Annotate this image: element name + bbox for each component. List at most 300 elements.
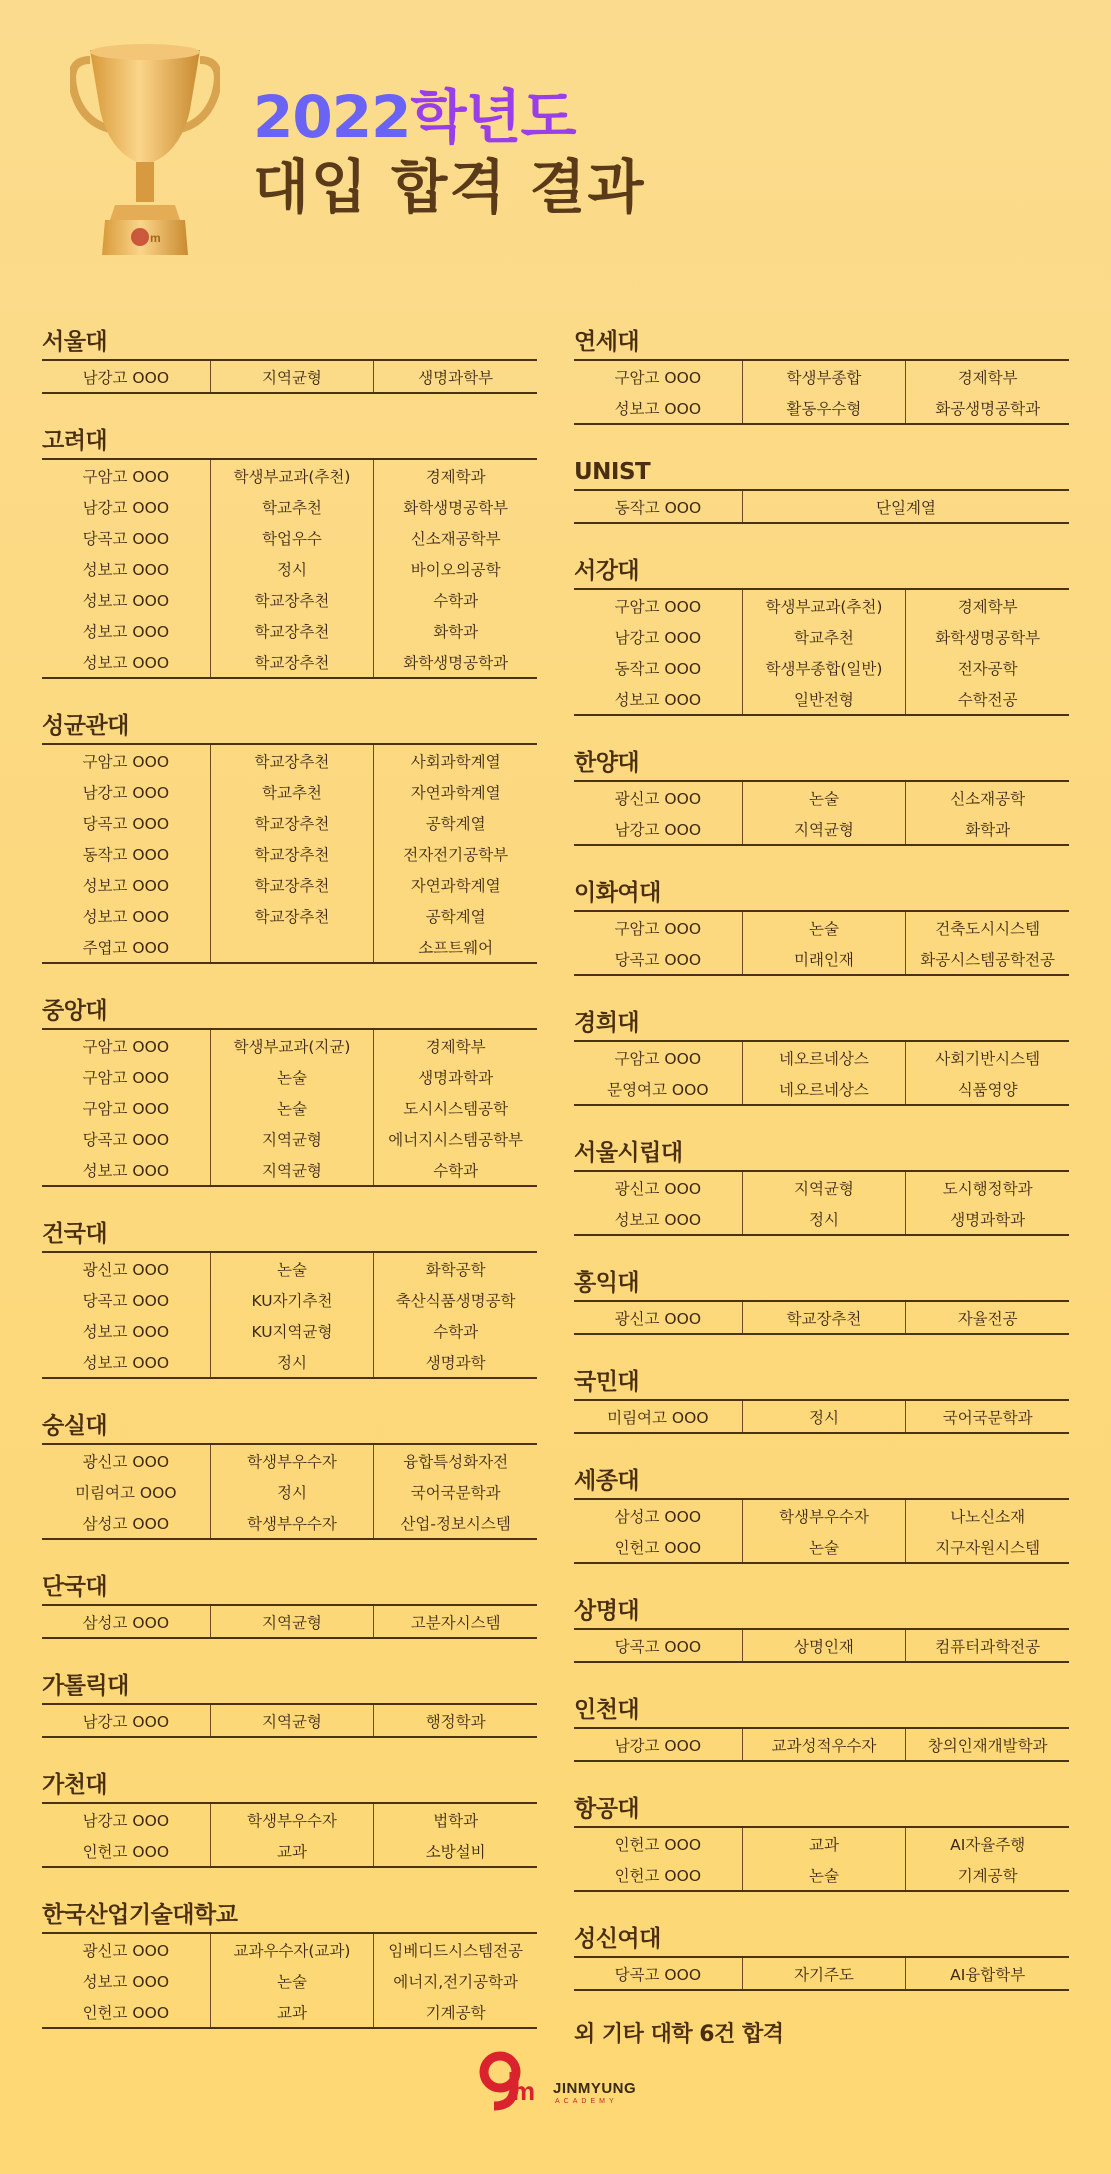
admission-table (42, 458, 537, 679)
university-name: 가톨릭대 (42, 1673, 129, 1699)
brand-name: JINMYUNG (553, 2080, 637, 2097)
student-cell: 성보고 OOO (82, 653, 170, 672)
university-block (42, 1768, 537, 1868)
table-row (42, 1996, 537, 2028)
student-cell: 인헌고 OOO (614, 1866, 702, 1885)
admission-type-cell: 지역균형 (210, 1154, 374, 1186)
table-row (574, 1531, 1069, 1563)
admission-type-cell (210, 931, 374, 963)
university-block (574, 1136, 1069, 1236)
student-cell: 인헌고 OOO (82, 2003, 170, 2022)
major-cell: 고분자시스템 (374, 1605, 537, 1638)
table-row (574, 1041, 1069, 1073)
left-column (42, 325, 537, 2059)
student-cell: 삼성고 OOO (82, 1514, 170, 1533)
major-cell: 사회과학계열 (374, 744, 537, 776)
major-cell: 도시시스템공학 (374, 1092, 537, 1123)
table-row (574, 1400, 1069, 1433)
admission-type-cell: 논술 (742, 781, 906, 813)
student-cell: 남강고 OOO (614, 1736, 702, 1755)
university-block (574, 554, 1069, 716)
admission-type-cell: 논술 (742, 911, 906, 943)
major-cell: 도시행정학과 (906, 1171, 1069, 1203)
major-cell: 생명과학부 (374, 360, 537, 393)
table-row (42, 459, 537, 491)
student-cell: 성보고 OOO (82, 876, 170, 895)
admission-type-cell: 학생부종합(일반) (742, 652, 906, 683)
admission-type-cell: 학업우수 (210, 522, 374, 553)
admission-type-cell: 학교장추천 (210, 900, 374, 931)
admission-table (42, 1703, 537, 1738)
major-cell: 자연과학계열 (374, 776, 537, 807)
admission-table (574, 1727, 1069, 1762)
student-cell: 남강고 OOO (82, 1712, 170, 1731)
table-row (574, 911, 1069, 943)
table-row (42, 1252, 537, 1284)
page-title (253, 82, 576, 152)
student-cell: 구암고 OOO (614, 1049, 702, 1068)
admission-table (574, 1399, 1069, 1434)
university-block (574, 1792, 1069, 1892)
table-row (42, 1704, 537, 1737)
major-cell: 화학과 (906, 813, 1069, 845)
university-name: 고려대 (42, 428, 108, 454)
table-row (42, 1029, 537, 1061)
admission-type-cell: 학교장추천 (210, 646, 374, 678)
student-cell: 광신고 OOO (82, 1941, 170, 1960)
student-cell: 성보고 OOO (614, 1210, 702, 1229)
table-row (42, 646, 537, 678)
student-cell: 당곡고 OOO (82, 814, 170, 833)
major-cell: 융합특성화자전 (374, 1444, 537, 1476)
admission-table (574, 359, 1069, 425)
university-name: 성신여대 (574, 1926, 661, 1952)
admission-table (574, 1300, 1069, 1335)
student-cell: 구암고 OOO (614, 919, 702, 938)
student-cell: 구암고 OOO (82, 1099, 170, 1118)
footer-logo (478, 2050, 638, 2120)
university-name: 단국대 (42, 1574, 108, 1600)
table-row (574, 621, 1069, 652)
student-cell: 광신고 OOO (82, 1260, 170, 1279)
major-cell: 기계공학 (374, 1996, 537, 2028)
table-row (574, 652, 1069, 683)
admission-type-cell: 지역균형 (210, 1704, 374, 1737)
university-block (574, 1006, 1069, 1106)
table-row (574, 589, 1069, 621)
admission-type-cell: 학교장추천 (210, 615, 374, 646)
admission-table (42, 1802, 537, 1868)
student-cell: 광신고 OOO (614, 1179, 702, 1198)
admission-type-cell: KU자기추천 (210, 1284, 374, 1315)
major-cell: 자율전공 (906, 1301, 1069, 1334)
table-row (574, 1629, 1069, 1662)
major-cell: 건축도시시스템 (906, 911, 1069, 943)
table-row (42, 615, 537, 646)
admission-type-cell: 학생부교과(추천) (742, 589, 906, 621)
student-cell: 당곡고 OOO (614, 1965, 702, 1984)
student-cell: 구암고 OOO (82, 752, 170, 771)
student-cell: 성보고 OOO (614, 399, 702, 418)
university-block (42, 994, 537, 1187)
other-results-note: 외 기타 대학 6건 합격 (574, 2022, 784, 2047)
major-cell: 사회기반시스템 (906, 1041, 1069, 1073)
major-cell: 수학과 (374, 1315, 537, 1346)
major-cell: 화학공학 (374, 1252, 537, 1284)
trophy-icon (70, 40, 220, 280)
student-cell: 광신고 OOO (82, 1452, 170, 1471)
admission-type-cell: 정시 (210, 553, 374, 584)
university-name: 중앙대 (42, 998, 108, 1024)
table-row (574, 683, 1069, 715)
admission-type-cell: 논술 (210, 1061, 374, 1092)
university-name: 세종대 (574, 1468, 640, 1494)
admission-type-cell: 단일계열 (742, 490, 1069, 523)
university-block (574, 1594, 1069, 1663)
student-cell: 남강고 OOO (614, 820, 702, 839)
university-name: 건국대 (42, 1221, 108, 1247)
student-cell: 미림여고 OOO (607, 1408, 709, 1427)
admission-type-cell: 학생부우수자 (742, 1499, 906, 1531)
admission-type-cell: 학교장추천 (210, 807, 374, 838)
major-cell: 에너지,전기공학과 (374, 1965, 537, 1996)
university-block (574, 1365, 1069, 1434)
table-row (42, 1803, 537, 1835)
admission-type-cell: 학교장추천 (210, 744, 374, 776)
admission-table (574, 1826, 1069, 1892)
admission-table (574, 780, 1069, 846)
admission-type-cell: 논술 (210, 1092, 374, 1123)
major-cell: 나노신소재 (906, 1499, 1069, 1531)
university-name: UNIST (574, 459, 651, 485)
admission-type-cell: 정시 (210, 1476, 374, 1507)
table-row (574, 943, 1069, 975)
major-cell: 수학과 (374, 1154, 537, 1186)
table-row (42, 1933, 537, 1965)
admission-table (42, 1251, 537, 1379)
admission-type-cell: 학교장추천 (210, 838, 374, 869)
student-cell: 성보고 OOO (614, 690, 702, 709)
major-cell: 축산식품생명공학 (374, 1284, 537, 1315)
table-row (574, 1827, 1069, 1859)
university-block (42, 1898, 537, 2029)
major-cell: 생명과학과 (906, 1203, 1069, 1235)
jinmyung-logo-mark (478, 2050, 548, 2112)
university-block (42, 1217, 537, 1379)
admission-type-cell: 학생부교과(지균) (210, 1029, 374, 1061)
student-cell: 인헌고 OOO (614, 1538, 702, 1557)
major-cell: 국어국문학과 (374, 1476, 537, 1507)
student-cell: 당곡고 OOO (614, 950, 702, 969)
admission-type-cell: 학생부교과(추천) (210, 459, 374, 491)
major-cell: 전자공학 (906, 652, 1069, 683)
student-cell: 구암고 OOO (82, 467, 170, 486)
university-name: 경희대 (574, 1010, 640, 1036)
major-cell: 전자전기공학부 (374, 838, 537, 869)
admission-type-cell: 학교추천 (210, 491, 374, 522)
svg-text:m: m (150, 231, 161, 245)
admission-type-cell: 교과성적우수자 (742, 1728, 906, 1761)
admission-type-cell: 네오르네상스 (742, 1073, 906, 1105)
university-name: 서울시립대 (574, 1140, 683, 1166)
university-block (574, 455, 1069, 524)
table-row (42, 900, 537, 931)
table-row (42, 1315, 537, 1346)
svg-text:m: m (512, 2076, 536, 2106)
major-cell: 창의인재개발학과 (906, 1728, 1069, 1761)
table-row (42, 553, 537, 584)
student-cell: 당곡고 OOO (614, 1637, 702, 1656)
university-name: 숭실대 (42, 1413, 108, 1439)
table-row (574, 1203, 1069, 1235)
major-cell: 임베디드시스템전공 (374, 1933, 537, 1965)
admission-type-cell: 지역균형 (742, 1171, 906, 1203)
student-cell: 인헌고 OOO (82, 1842, 170, 1861)
student-cell: 성보고 OOO (82, 1353, 170, 1372)
major-cell: 경제학과 (374, 459, 537, 491)
university-block (574, 1693, 1069, 1762)
university-name: 한국산업기술대학교 (42, 1902, 238, 1928)
table-row (42, 807, 537, 838)
table-row (42, 1605, 537, 1638)
university-block (42, 709, 537, 964)
student-cell: 남강고 OOO (82, 368, 170, 387)
admission-type-cell: 논술 (210, 1965, 374, 1996)
table-row (42, 744, 537, 776)
student-cell: 동작고 OOO (614, 659, 702, 678)
table-row (42, 869, 537, 900)
table-row (42, 584, 537, 615)
major-cell: 산업-정보시스템 (374, 1507, 537, 1539)
student-cell: 남강고 OOO (82, 1811, 170, 1830)
admission-table (574, 1628, 1069, 1663)
admission-type-cell: 일반전형 (742, 683, 906, 715)
table-row (574, 1301, 1069, 1334)
brand-sub: ACADEMY (555, 2098, 618, 2105)
admission-type-cell: 지역균형 (210, 360, 374, 393)
university-name: 서강대 (574, 558, 640, 584)
table-row (42, 360, 537, 393)
major-cell: 생명과학 (374, 1346, 537, 1378)
student-cell: 성보고 OOO (82, 1972, 170, 1991)
admission-type-cell: 상명인재 (742, 1629, 906, 1662)
major-cell: 소프트웨어 (374, 931, 537, 963)
header (0, 0, 1111, 300)
major-cell: 수학과 (374, 584, 537, 615)
table-row (42, 838, 537, 869)
university-name: 서울대 (42, 329, 108, 355)
admission-type-cell: KU지역균형 (210, 1315, 374, 1346)
admission-type-cell: 교과우수자(교과) (210, 1933, 374, 1965)
right-column (574, 325, 1069, 2048)
university-block (42, 1669, 537, 1738)
major-cell: 생명과학과 (374, 1061, 537, 1092)
major-cell: 공학계열 (374, 807, 537, 838)
university-block (574, 876, 1069, 976)
major-cell: 식품영양 (906, 1073, 1069, 1105)
student-cell: 삼성고 OOO (614, 1507, 702, 1526)
table-row (42, 1092, 537, 1123)
university-block (42, 1570, 537, 1639)
admission-type-cell: 학생부종합 (742, 360, 906, 392)
university-name: 연세대 (574, 329, 640, 355)
table-row (42, 776, 537, 807)
admission-table (574, 588, 1069, 716)
admission-type-cell: 지역균형 (210, 1123, 374, 1154)
admission-type-cell: 학교추천 (210, 776, 374, 807)
university-block (42, 424, 537, 679)
student-cell: 광신고 OOO (614, 789, 702, 808)
student-cell: 동작고 OOO (614, 498, 702, 517)
table-row (42, 1346, 537, 1378)
university-block (574, 746, 1069, 846)
table-row (42, 1061, 537, 1092)
table-row (42, 1507, 537, 1539)
admission-type-cell: 정시 (742, 1400, 906, 1433)
student-cell: 성보고 OOO (82, 907, 170, 926)
title-year: 2022 (253, 83, 411, 151)
admission-table (42, 1604, 537, 1639)
student-cell: 성보고 OOO (82, 591, 170, 610)
student-cell: 성보고 OOO (82, 622, 170, 641)
table-row (574, 392, 1069, 424)
student-cell: 구암고 OOO (82, 1037, 170, 1056)
admission-table (42, 1443, 537, 1540)
table-row (574, 1859, 1069, 1891)
student-cell: 동작고 OOO (82, 845, 170, 864)
university-block (574, 1464, 1069, 1564)
student-cell: 당곡고 OOO (82, 1130, 170, 1149)
university-block (42, 1409, 537, 1540)
admission-table (574, 1040, 1069, 1106)
admission-type-cell: 미래인재 (742, 943, 906, 975)
major-cell: 화학생명공학부 (374, 491, 537, 522)
major-cell: 경제학부 (906, 360, 1069, 392)
university-name: 국민대 (574, 1369, 640, 1395)
table-row (574, 1073, 1069, 1105)
admission-type-cell: 학생부우수자 (210, 1803, 374, 1835)
table-row (42, 491, 537, 522)
table-row (42, 1123, 537, 1154)
admission-type-cell: 논술 (210, 1252, 374, 1284)
student-cell: 성보고 OOO (82, 560, 170, 579)
admission-type-cell: 정시 (742, 1203, 906, 1235)
page-subtitle: 대입 합격 결과 (253, 153, 646, 221)
table-row (42, 1284, 537, 1315)
admission-type-cell: 교과 (742, 1827, 906, 1859)
admission-table (42, 743, 537, 964)
major-cell: 신소재공학부 (374, 522, 537, 553)
major-cell: 행정학과 (374, 1704, 537, 1737)
table-row (42, 931, 537, 963)
admission-type-cell: 네오르네상스 (742, 1041, 906, 1073)
student-cell: 인헌고 OOO (614, 1835, 702, 1854)
student-cell: 미림여고 OOO (75, 1483, 177, 1502)
university-name: 홍익대 (574, 1270, 640, 1296)
admission-table (574, 910, 1069, 976)
university-name: 상명대 (574, 1598, 640, 1624)
admission-type-cell: 지역균형 (210, 1605, 374, 1638)
major-cell: 국어국문학과 (906, 1400, 1069, 1433)
admission-type-cell: 논술 (742, 1531, 906, 1563)
table-row (42, 1444, 537, 1476)
admission-type-cell: 교과 (210, 1835, 374, 1867)
student-cell: 삼성고 OOO (82, 1613, 170, 1632)
university-block (574, 325, 1069, 425)
major-cell: 신소재공학 (906, 781, 1069, 813)
student-cell: 남강고 OOO (82, 498, 170, 517)
admission-table (574, 1170, 1069, 1236)
major-cell: 수학전공 (906, 683, 1069, 715)
table-row (574, 1728, 1069, 1761)
major-cell: 화학과 (374, 615, 537, 646)
admission-type-cell: 정시 (210, 1346, 374, 1378)
admission-table (42, 359, 537, 394)
admission-type-cell: 학생부우수자 (210, 1444, 374, 1476)
admission-type-cell: 교과 (210, 1996, 374, 2028)
admission-type-cell: 학생부우수자 (210, 1507, 374, 1539)
major-cell: 화학생명공학과 (374, 646, 537, 678)
major-cell: 경제학부 (906, 589, 1069, 621)
student-cell: 문영여고 OOO (607, 1080, 709, 1099)
admission-table (574, 1956, 1069, 1991)
student-cell: 성보고 OOO (82, 1161, 170, 1180)
major-cell: 지구자원시스템 (906, 1531, 1069, 1563)
admission-type-cell: 지역균형 (742, 813, 906, 845)
admission-type-cell: 자기주도 (742, 1957, 906, 1990)
table-row (42, 522, 537, 553)
university-name: 가천대 (42, 1772, 108, 1798)
major-cell: 화공생명공학과 (906, 392, 1069, 424)
major-cell: AI융합학부 (906, 1957, 1069, 1990)
admission-type-cell: 학교장추천 (210, 869, 374, 900)
major-cell: 경제학부 (374, 1029, 537, 1061)
university-name: 한양대 (574, 750, 640, 776)
admission-table (42, 1932, 537, 2029)
major-cell: 기계공학 (906, 1859, 1069, 1891)
major-cell: 소방설비 (374, 1835, 537, 1867)
student-cell: 구암고 OOO (614, 368, 702, 387)
student-cell: 구암고 OOO (614, 597, 702, 616)
table-row (574, 781, 1069, 813)
admission-table (42, 1028, 537, 1187)
student-cell: 당곡고 OOO (82, 1291, 170, 1310)
major-cell: 법학과 (374, 1803, 537, 1835)
student-cell: 광신고 OOO (614, 1309, 702, 1328)
admission-type-cell: 학교추천 (742, 621, 906, 652)
table-row (574, 1499, 1069, 1531)
student-cell: 남강고 OOO (614, 628, 702, 647)
table-row (574, 813, 1069, 845)
admission-type-cell: 논술 (742, 1859, 906, 1891)
table-row (42, 1835, 537, 1867)
major-cell: 바이오의공학 (374, 553, 537, 584)
major-cell: 공학계열 (374, 900, 537, 931)
table-row (42, 1965, 537, 1996)
university-block (42, 325, 537, 394)
university-name: 이화여대 (574, 880, 661, 906)
admission-type-cell: 활동우수형 (742, 392, 906, 424)
university-block (574, 1922, 1069, 1991)
table-row (574, 1171, 1069, 1203)
admission-type-cell: 학교장추천 (210, 584, 374, 615)
university-block (574, 1266, 1069, 1335)
university-name: 항공대 (574, 1796, 640, 1822)
title-year-word: 학년도 (410, 83, 576, 151)
table-row (574, 490, 1069, 523)
student-cell: 남강고 OOO (82, 783, 170, 802)
table-row (574, 360, 1069, 392)
